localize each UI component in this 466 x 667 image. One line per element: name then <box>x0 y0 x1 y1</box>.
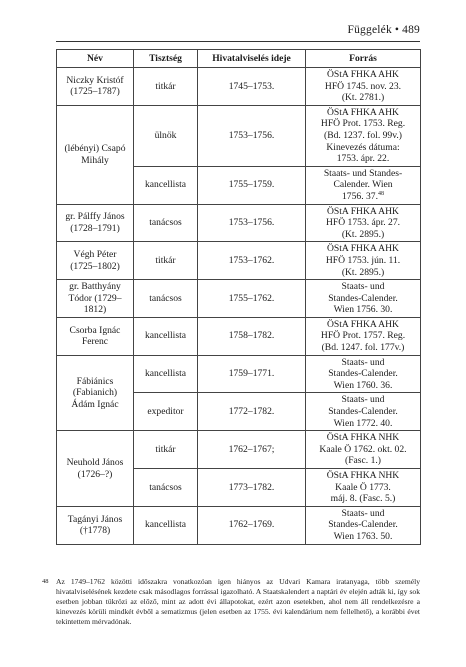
cell-name <box>57 105 134 204</box>
name-line: gr. Pálffy János <box>65 211 125 223</box>
name-line: Fábiánics <box>76 375 114 387</box>
cell-period: 1758–1782. <box>198 317 306 355</box>
source-line: Calender. Wien <box>333 179 393 191</box>
column-header-source: Forrás <box>306 50 421 68</box>
cell-name <box>57 204 134 242</box>
cell-period: 1755–1762. <box>198 280 306 318</box>
source-line: ÖStA FHKA AHK <box>327 69 399 80</box>
source-line: Wien 1756. 30. <box>333 304 393 316</box>
cell-source <box>306 355 421 393</box>
cell-name <box>57 431 134 507</box>
table-row <box>57 355 421 393</box>
table-row <box>57 68 421 106</box>
table-row <box>57 431 421 469</box>
name-line: (lébényi) Csapó <box>64 143 126 155</box>
cell-period: 1755–1759. <box>198 166 306 204</box>
source-line: 1753. ápr. 22. <box>336 153 390 165</box>
cell-period: 1745–1753. <box>198 68 306 106</box>
column-header-position: Tisztség <box>134 50 198 68</box>
table-row <box>57 280 421 318</box>
cell-position: tanácsos <box>134 469 198 507</box>
cell-period: 1759–1771. <box>198 355 306 393</box>
source-line: (Fasc. 1.) <box>345 455 381 467</box>
source-line: ÖStA FHKA AHK <box>327 106 399 118</box>
table-header-row <box>57 50 421 68</box>
footnote-text: Az 1749–1762 közötti időszakra vonatkozóan igen hiányos az Udvari Kamara iratanyaga, több személy hivatalviselésének kezdete csak másodlagos forrással igazolható. A Staatskalendert a naptári év elején adták ki, így sok esetben jobban tükrözi az előző, mint az adott évi állapotokat, ezért azon esetekben, ahol nem áll rendelkezésre a kinevezés körüli mindkét évből a sematizmus (jelen esetben az 1755. évi kalendárium nem fellelhető), a korábbi évet tekintettem mérvadónak. <box>56 577 420 626</box>
cell-position: tanácsos <box>134 204 198 242</box>
source-line: ÖStA FHKA NHK <box>326 470 400 481</box>
source-line: (Kt. 2895.) <box>341 228 385 240</box>
source-line: ÖStA FHKA AHK <box>327 205 399 217</box>
source-line: ÖStA FHKA AHK <box>327 318 399 330</box>
cell-period: 1773–1782. <box>198 469 306 507</box>
table-row <box>57 105 421 166</box>
footnote <box>42 577 420 627</box>
name-line: (Fabianich) <box>72 387 118 399</box>
cell-name <box>57 280 134 318</box>
header-rule <box>56 41 420 42</box>
source-line: HFÖ 1745. nov. 23. <box>324 80 402 92</box>
cell-position: kancellista <box>134 355 198 393</box>
name-line: Ádám Ignác <box>71 398 119 410</box>
cell-position: titkár <box>134 242 198 280</box>
name-line: (†1778) <box>79 525 111 537</box>
source-line: Wien 1772. 40. <box>333 417 393 429</box>
source-line: Standes-Calender. <box>328 406 398 418</box>
source-line: 1756. 37. <box>342 190 378 202</box>
name-line: Csorba Ignác <box>69 324 121 336</box>
cell-source <box>306 280 421 318</box>
cell-source <box>306 105 421 166</box>
table-row <box>57 317 421 355</box>
name-line: Mihály <box>81 154 109 166</box>
cell-position: ülnök <box>134 105 198 166</box>
name-line: Végh Péter <box>73 249 117 261</box>
cell-position: titkár <box>134 431 198 469</box>
cell-position: expeditor <box>134 393 198 431</box>
source-line: ÖStA FHKA NHK <box>326 432 400 444</box>
name-line: (1728–1791) <box>70 222 120 234</box>
source-line: Wien 1760. 36. <box>333 379 393 391</box>
section-title: Függelék <box>347 24 392 36</box>
name-line: Tagányi János <box>67 513 123 525</box>
cell-source <box>306 393 421 431</box>
cell-position: tanácsos <box>134 280 198 318</box>
source-line: ÖStA FHKA AHK <box>327 243 399 255</box>
cell-period: 1753–1762. <box>198 242 306 280</box>
cell-source <box>306 469 421 507</box>
source-line: Standes-Calender. <box>328 368 398 380</box>
cell-source <box>306 68 421 106</box>
cell-name <box>57 355 134 431</box>
cell-period: 1762–1767; <box>198 431 306 469</box>
table-row <box>57 204 421 242</box>
cell-source <box>306 242 421 280</box>
cell-period: 1753–1756. <box>198 105 306 166</box>
cell-period: 1772–1782. <box>198 393 306 431</box>
running-header <box>348 24 421 36</box>
source-line: Standes-Calender. <box>328 519 398 531</box>
cell-period: 1762–1769. <box>198 506 306 544</box>
name-line: Tódor (1729–1812) <box>68 292 122 316</box>
source-line: (Bd. 1237. fol. 99v.) <box>324 129 402 141</box>
name-line: Niczky Kristóf <box>66 74 124 86</box>
page-number: 489 <box>402 24 420 36</box>
officials-table <box>56 49 421 545</box>
source-line: HFÖ 1753. jún. 11. <box>325 254 401 266</box>
source-line: HFÖ Prot. 1753. Reg. <box>320 118 406 130</box>
source-line: (Kt. 2781.) <box>341 92 385 104</box>
cell-position: kancellista <box>134 317 198 355</box>
source-line: HFÖ 1753. ápr. 27. <box>325 217 401 229</box>
footnote-number: 48 <box>42 578 49 585</box>
cell-name <box>57 506 134 544</box>
source-line: Staats- und <box>341 394 385 406</box>
source-line: HFÖ Prot. 1757. Reg. <box>320 330 406 342</box>
source-line: (Kt. 2895.) <box>341 266 385 278</box>
cell-name <box>57 242 134 280</box>
cell-source <box>306 506 421 544</box>
cell-position: titkár <box>134 68 198 106</box>
cell-source <box>306 317 421 355</box>
cell-name <box>57 317 134 355</box>
cell-source <box>306 204 421 242</box>
cell-position: kancellista <box>134 166 198 204</box>
header-separator: • <box>394 24 400 36</box>
name-line: (1725–1802) <box>70 260 120 272</box>
name-line: Ferenc <box>81 336 109 348</box>
source-line: Wien 1763. 50. <box>333 530 393 542</box>
column-header-name: Név <box>57 50 134 68</box>
name-line: (1726–?) <box>77 468 113 480</box>
name-line: gr. Batthyány <box>69 281 121 293</box>
footnote-reference: 48 <box>377 190 384 197</box>
cell-source <box>306 431 421 469</box>
source-line: Kaale Ö 1762. okt. 02. <box>319 443 407 455</box>
source-line: Staats- und <box>341 507 385 519</box>
source-line: Standes-Calender. <box>328 292 398 304</box>
source-line: Kaale Ö 1773. <box>335 481 391 493</box>
name-line: Neuhold János <box>66 456 124 468</box>
table-row <box>57 242 421 280</box>
table-row <box>57 506 421 544</box>
source-line: máj. 8. (Fasc. 5.) <box>330 493 396 505</box>
column-header-period: Hivatalviselés ideje <box>198 50 306 68</box>
cell-source <box>306 166 421 204</box>
source-line: Staats- und <box>341 281 385 293</box>
source-line: (Bd. 1247. fol. 177v.) <box>321 342 405 354</box>
cell-name <box>57 68 134 106</box>
cell-position: kancellista <box>134 506 198 544</box>
source-line: Staats- und <box>341 356 385 368</box>
source-line: Kinevezés dátuma: <box>326 141 400 153</box>
source-line: Staats- und Standes- <box>323 167 403 179</box>
cell-period: 1753–1756. <box>198 204 306 242</box>
name-line: (1725–1787) <box>70 86 120 98</box>
